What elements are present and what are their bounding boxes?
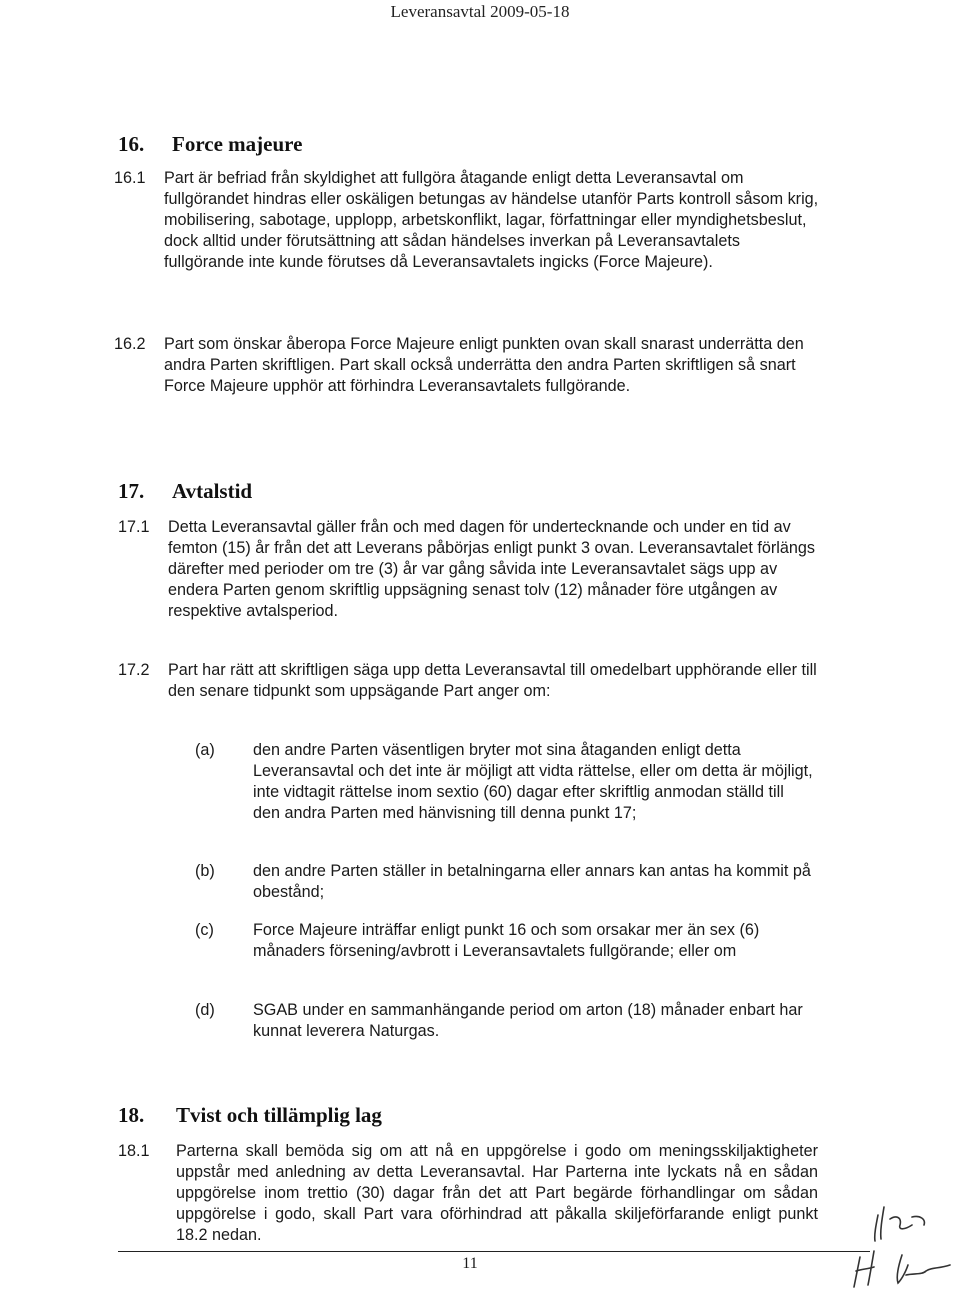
list-item-c-text: Force Majeure inträffar enligt punkt 16 och som orsakar mer än sex (6) månaders försening/avbrott i Leveransavtalets fullgörande; eller om bbox=[253, 921, 760, 960]
paragraph-16-2-text: Part som önskar åberopa Force Majeure enligt punkten ovan skall snarast underrätta den andra Parten skriftligen. Part skall också underrätta den andra Parten skriftligen så snart Force Majeure upphör att förhindra Leveransavtalets fullgörande. bbox=[164, 335, 804, 395]
paragraph-16-2-number: 16.2 bbox=[114, 335, 146, 353]
handwritten-initials-signature bbox=[840, 1195, 960, 1289]
section-17-title: Avtalstid bbox=[172, 479, 253, 503]
list-item-a-text: den andre Parten väsentligen bryter mot sina åtaganden enligt detta Leveransavtal och det inte är möjligt att vidta rättelse, eller om detta är möjligt, inte vidtagit rättelse inom sextio (60) dagar efter skriftlig anmodan ställd till den andra Parten med hänvisning till denna punkt 17; bbox=[253, 741, 813, 822]
paragraph-17-1-number: 17.1 bbox=[118, 518, 150, 536]
list-item-a bbox=[195, 740, 815, 850]
list-item-d-label: (d) bbox=[195, 1001, 215, 1019]
paragraph-18-1-text: Parterna skall bemöda sig om att nå en uppgörelse i godo om meningsskiljaktigheter uppstår med anledning av detta Leveransavtal. Har Parterna inte lyckats nå en sådan uppgörelse inom trettio (30) dagar från det att Part begärde förhandlingar om sådan uppgörelse i godo, skall Part vara oförhindrad att påkalla skiljeförfarande enligt punkt 18.2 nedan. bbox=[176, 1142, 818, 1244]
section-16-title: Force majeure bbox=[172, 132, 303, 156]
paragraph-17-1 bbox=[118, 517, 818, 625]
list-item-c bbox=[195, 920, 815, 986]
list-item-c-label: (c) bbox=[195, 921, 214, 939]
paragraph-16-2 bbox=[114, 334, 824, 420]
paragraph-16-1 bbox=[114, 168, 824, 298]
section-16-number: 16. bbox=[118, 132, 145, 156]
section-17-heading bbox=[118, 479, 252, 504]
footer-divider bbox=[118, 1251, 870, 1252]
paragraph-16-1-text: Part är befriad från skyldighet att fullgöra åtagande enligt detta Leveransavtal om fullgörandet hindras eller oskäligen betungas av händelse utanför Parts kontroll såsom krig, mobilisering, sabotage, upplopp, arbetskonflikt, lagar, författningar eller myndighetsbeslut, dock alltid under förutsättning att sådan händelses inverkan på Leveransavtalets fullgörande inte kunde förutses då Leveransavtalets ingicks (Force Majeure). bbox=[164, 169, 819, 271]
list-item-d-text: SGAB under en sammanhängande period om arton (18) månader enbart har kunnat leverera Naturgas. bbox=[253, 1001, 803, 1040]
page-header: Leveransavtal 2009-05-18 bbox=[390, 2, 570, 21]
list-item-b-label: (b) bbox=[195, 862, 215, 880]
section-17-number: 17. bbox=[118, 479, 145, 503]
section-18-title: Tvist och tillämplig lag bbox=[176, 1103, 382, 1127]
section-18-heading bbox=[118, 1103, 382, 1128]
list-item-b bbox=[195, 861, 815, 905]
paragraph-17-2-number: 17.2 bbox=[118, 661, 150, 679]
paragraph-18-1 bbox=[118, 1141, 818, 1249]
page-number: 11 bbox=[462, 1255, 478, 1272]
list-item-a-label: (a) bbox=[195, 741, 215, 759]
paragraph-16-1-number: 16.1 bbox=[114, 169, 146, 187]
list-item-d bbox=[195, 1000, 815, 1044]
paragraph-17-1-text: Detta Leveransavtal gäller från och med dagen för undertecknande och under en tid av femton (15) år från det att Leverans påbörjas enligt punkt 3 ovan. Leveransavtalet förlängs därefter med perioder om tre (3) år var gång såvida inte Leveransavtalet sägs upp av endera Parten genom skriftlig uppsägning senast tolv (12) månader före utgången av respektive avtalsperiod. bbox=[168, 518, 815, 620]
paragraph-18-1-number: 18.1 bbox=[118, 1142, 150, 1160]
section-16-heading bbox=[118, 132, 302, 157]
paragraph-17-2-text: Part har rätt att skriftligen säga upp detta Leveransavtal till omedelbart upphörande eller till den senare tidpunkt som uppsägande Part anger om: bbox=[168, 661, 817, 700]
section-18-number: 18. bbox=[118, 1103, 145, 1127]
paragraph-17-2 bbox=[118, 660, 818, 704]
list-item-b-text: den andre Parten ställer in betalningarna eller annars kan antas ha kommit på obestånd; bbox=[253, 862, 811, 901]
